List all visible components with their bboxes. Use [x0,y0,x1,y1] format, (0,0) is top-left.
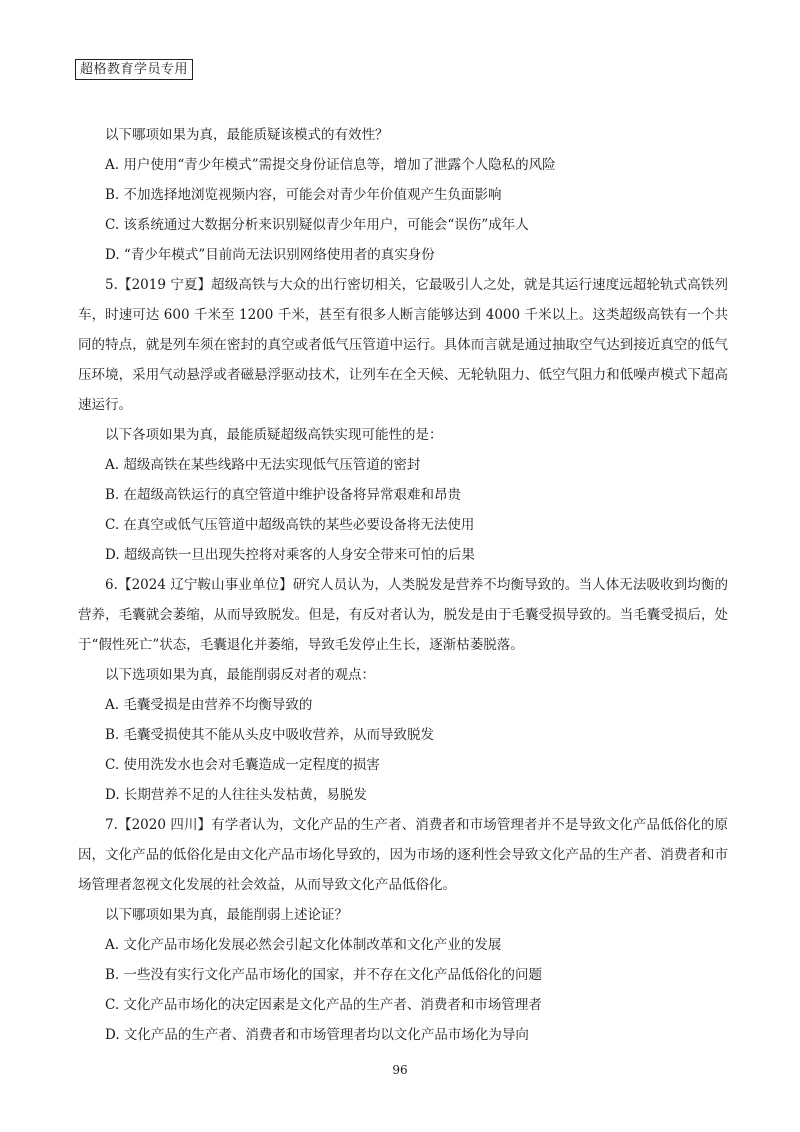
answer-option: A. 文化产品市场化发展必然会引起文化体制改革和文化产业的发展 [105,937,502,953]
question-prompt: 以下各项如果为真，最能质疑超级高铁实现可能性的是： [105,427,443,443]
answer-option: D. “青少年模式”目前尚无法识别网络使用者的真实身份 [105,247,435,263]
answer-option: D. 超级高铁一旦出现失控将对乘客的人身安全带来可怕的后果 [105,547,475,563]
answer-option: C. 使用洗发水也会对毛囊造成一定程度的损害 [105,757,380,773]
answer-option: C. 该系统通过大数据分析来识别疑似青少年用户，可能会“误伤”成年人 [105,217,529,233]
answer-option: C. 文化产品市场化的决定因素是文化产品的生产者、消费者和市场管理者 [105,997,542,1013]
question-stem: 6.【2024 辽宁鞍山事业单位】研究人员认为，人类脱发是营养不均衡导致的。当人体无法吸收到均衡的营养，毛囊就会萎缩，从而导致脱发。但是，有反对者认为，脱发是由于毛囊受损导致的。当毛囊受损后，处于“假性死亡”状态，毛囊退化并萎缩，导致毛发停止生长，逐渐枯萎脱落。 [78,577,728,653]
document-body [78,120,728,1050]
answer-option: B. 毛囊受损使其不能从头皮中吸收营养，从而导致脱发 [105,727,435,743]
answer-option: D. 文化产品的生产者、消费者和市场管理者均以文化产品市场化为导向 [105,1027,529,1043]
answer-option: B. 不加选择地浏览视频内容，可能会对青少年价值观产生负面影响 [105,187,502,203]
answer-option: C. 在真空或低气压管道中超级高铁的某些必要设备将无法使用 [105,517,475,533]
answer-option: A. 毛囊受损是由营养不均衡导致的 [105,697,313,713]
question-prompt: 以下哪项如果为真，最能削弱上述论证？ [105,907,348,923]
page-number: 96 [392,1063,408,1077]
question-prompt: 以下选项如果为真，最能削弱反对者的观点： [105,667,375,683]
answer-option: A. 用户使用“青少年模式”需提交身份证信息等，增加了泄露个人隐私的风险 [105,157,556,173]
answer-option: B. 一些没有实行文化产品市场化的国家，并不存在文化产品低俗化的问题 [105,967,543,983]
question-stem: 5.【2019 宁夏】超级高铁与大众的出行密切相关，它最吸引人之处，就是其运行速度远超轮轨式高铁列车，时速可达 600 千米至 1200 千米，甚至有很多人断言能够达到 4000 千米以上。这类超级高铁有一个共同的特点，就是列车须在密封的真空或者低气压管道中运行。具体而言就是通过抽取空气达到接近真空的低气压环境，采用气动悬浮或者磁悬浮驱动技术，让列车在全天候、无轮轨阻力、低空气阻力和低噪声模式下超高速运行。 [78,277,728,413]
answer-option: D. 长期营养不足的人往往头发枯黄，易脱发 [105,787,367,803]
question-prompt: 以下哪项如果为真，最能质疑该模式的有效性？ [105,127,389,143]
answer-option: A. 超级高铁在某些线路中无法实现低气压管道的密封 [105,457,421,473]
question-stem: 7.【2020 四川】有学者认为，文化产品的生产者、消费者和市场管理者并不是导致文化产品低俗化的原因，文化产品的低俗化是由文化产品市场化导致的，因为市场的逐利性会导致文化产品的生产者、消费者和市场管理者忽视文化发展的社会效益，从而导致文化产品低俗化。 [78,817,728,893]
header-stamp: 超格教育学员专用 [75,59,193,80]
answer-option: B. 在超级高铁运行的真空管道中维护设备将异常艰难和昂贵 [105,487,462,503]
